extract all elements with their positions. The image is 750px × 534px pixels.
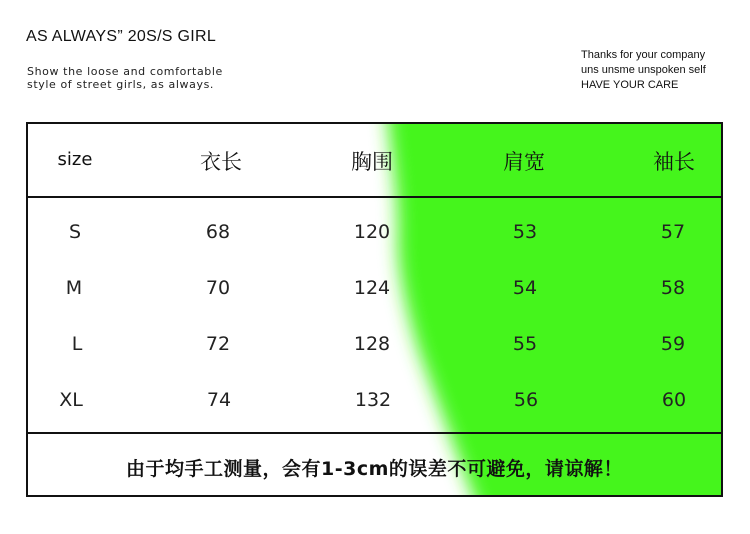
cell-length: 70 <box>205 277 231 299</box>
column-header-chest: 胸围 <box>351 150 393 174</box>
cell-sleeve: 59 <box>660 333 686 355</box>
column-header-size: size <box>57 149 93 170</box>
cell-shoulder: 53 <box>512 221 538 243</box>
brand-description-line: style of street girls, as always. <box>27 78 215 91</box>
brand-title: AS ALWAYS” 20S/S GIRL <box>26 28 217 45</box>
measurement-note: 由于均手工测量，会有1-3cm的误差不可避免，请谅解！ <box>126 458 623 480</box>
cell-size: M <box>65 277 83 299</box>
table-header-row <box>28 124 721 198</box>
column-header-length: 衣长 <box>200 150 242 174</box>
cell-size: XL <box>59 389 83 411</box>
cell-length: 74 <box>206 389 232 411</box>
column-header-shoulder: 肩宽 <box>503 150 545 174</box>
cell-sleeve: 58 <box>660 277 686 299</box>
size-table <box>26 122 723 497</box>
cell-sleeve: 57 <box>660 221 686 243</box>
cell-chest: 120 <box>353 221 391 243</box>
cell-shoulder: 56 <box>513 389 539 411</box>
cell-sleeve: 60 <box>661 389 687 411</box>
tagline <box>581 48 706 93</box>
cell-length: 68 <box>205 221 231 243</box>
tagline-line: HAVE YOUR CARE <box>581 79 679 91</box>
cell-shoulder: 55 <box>512 333 538 355</box>
cell-chest: 124 <box>353 277 391 299</box>
table-note-row <box>28 432 721 497</box>
tagline-line: Thanks for your company <box>581 49 706 61</box>
cell-chest: 128 <box>353 333 391 355</box>
cell-size: S <box>68 221 82 243</box>
cell-shoulder: 54 <box>512 277 538 299</box>
cell-size: L <box>71 333 83 355</box>
brand-description <box>27 65 267 91</box>
cell-chest: 132 <box>354 389 392 411</box>
column-header-sleeve: 袖长 <box>653 150 695 174</box>
brand-description-line: Show the loose and comfortable <box>27 65 223 78</box>
tagline-line: uns unsme unspoken self <box>581 64 706 76</box>
cell-length: 72 <box>205 333 231 355</box>
